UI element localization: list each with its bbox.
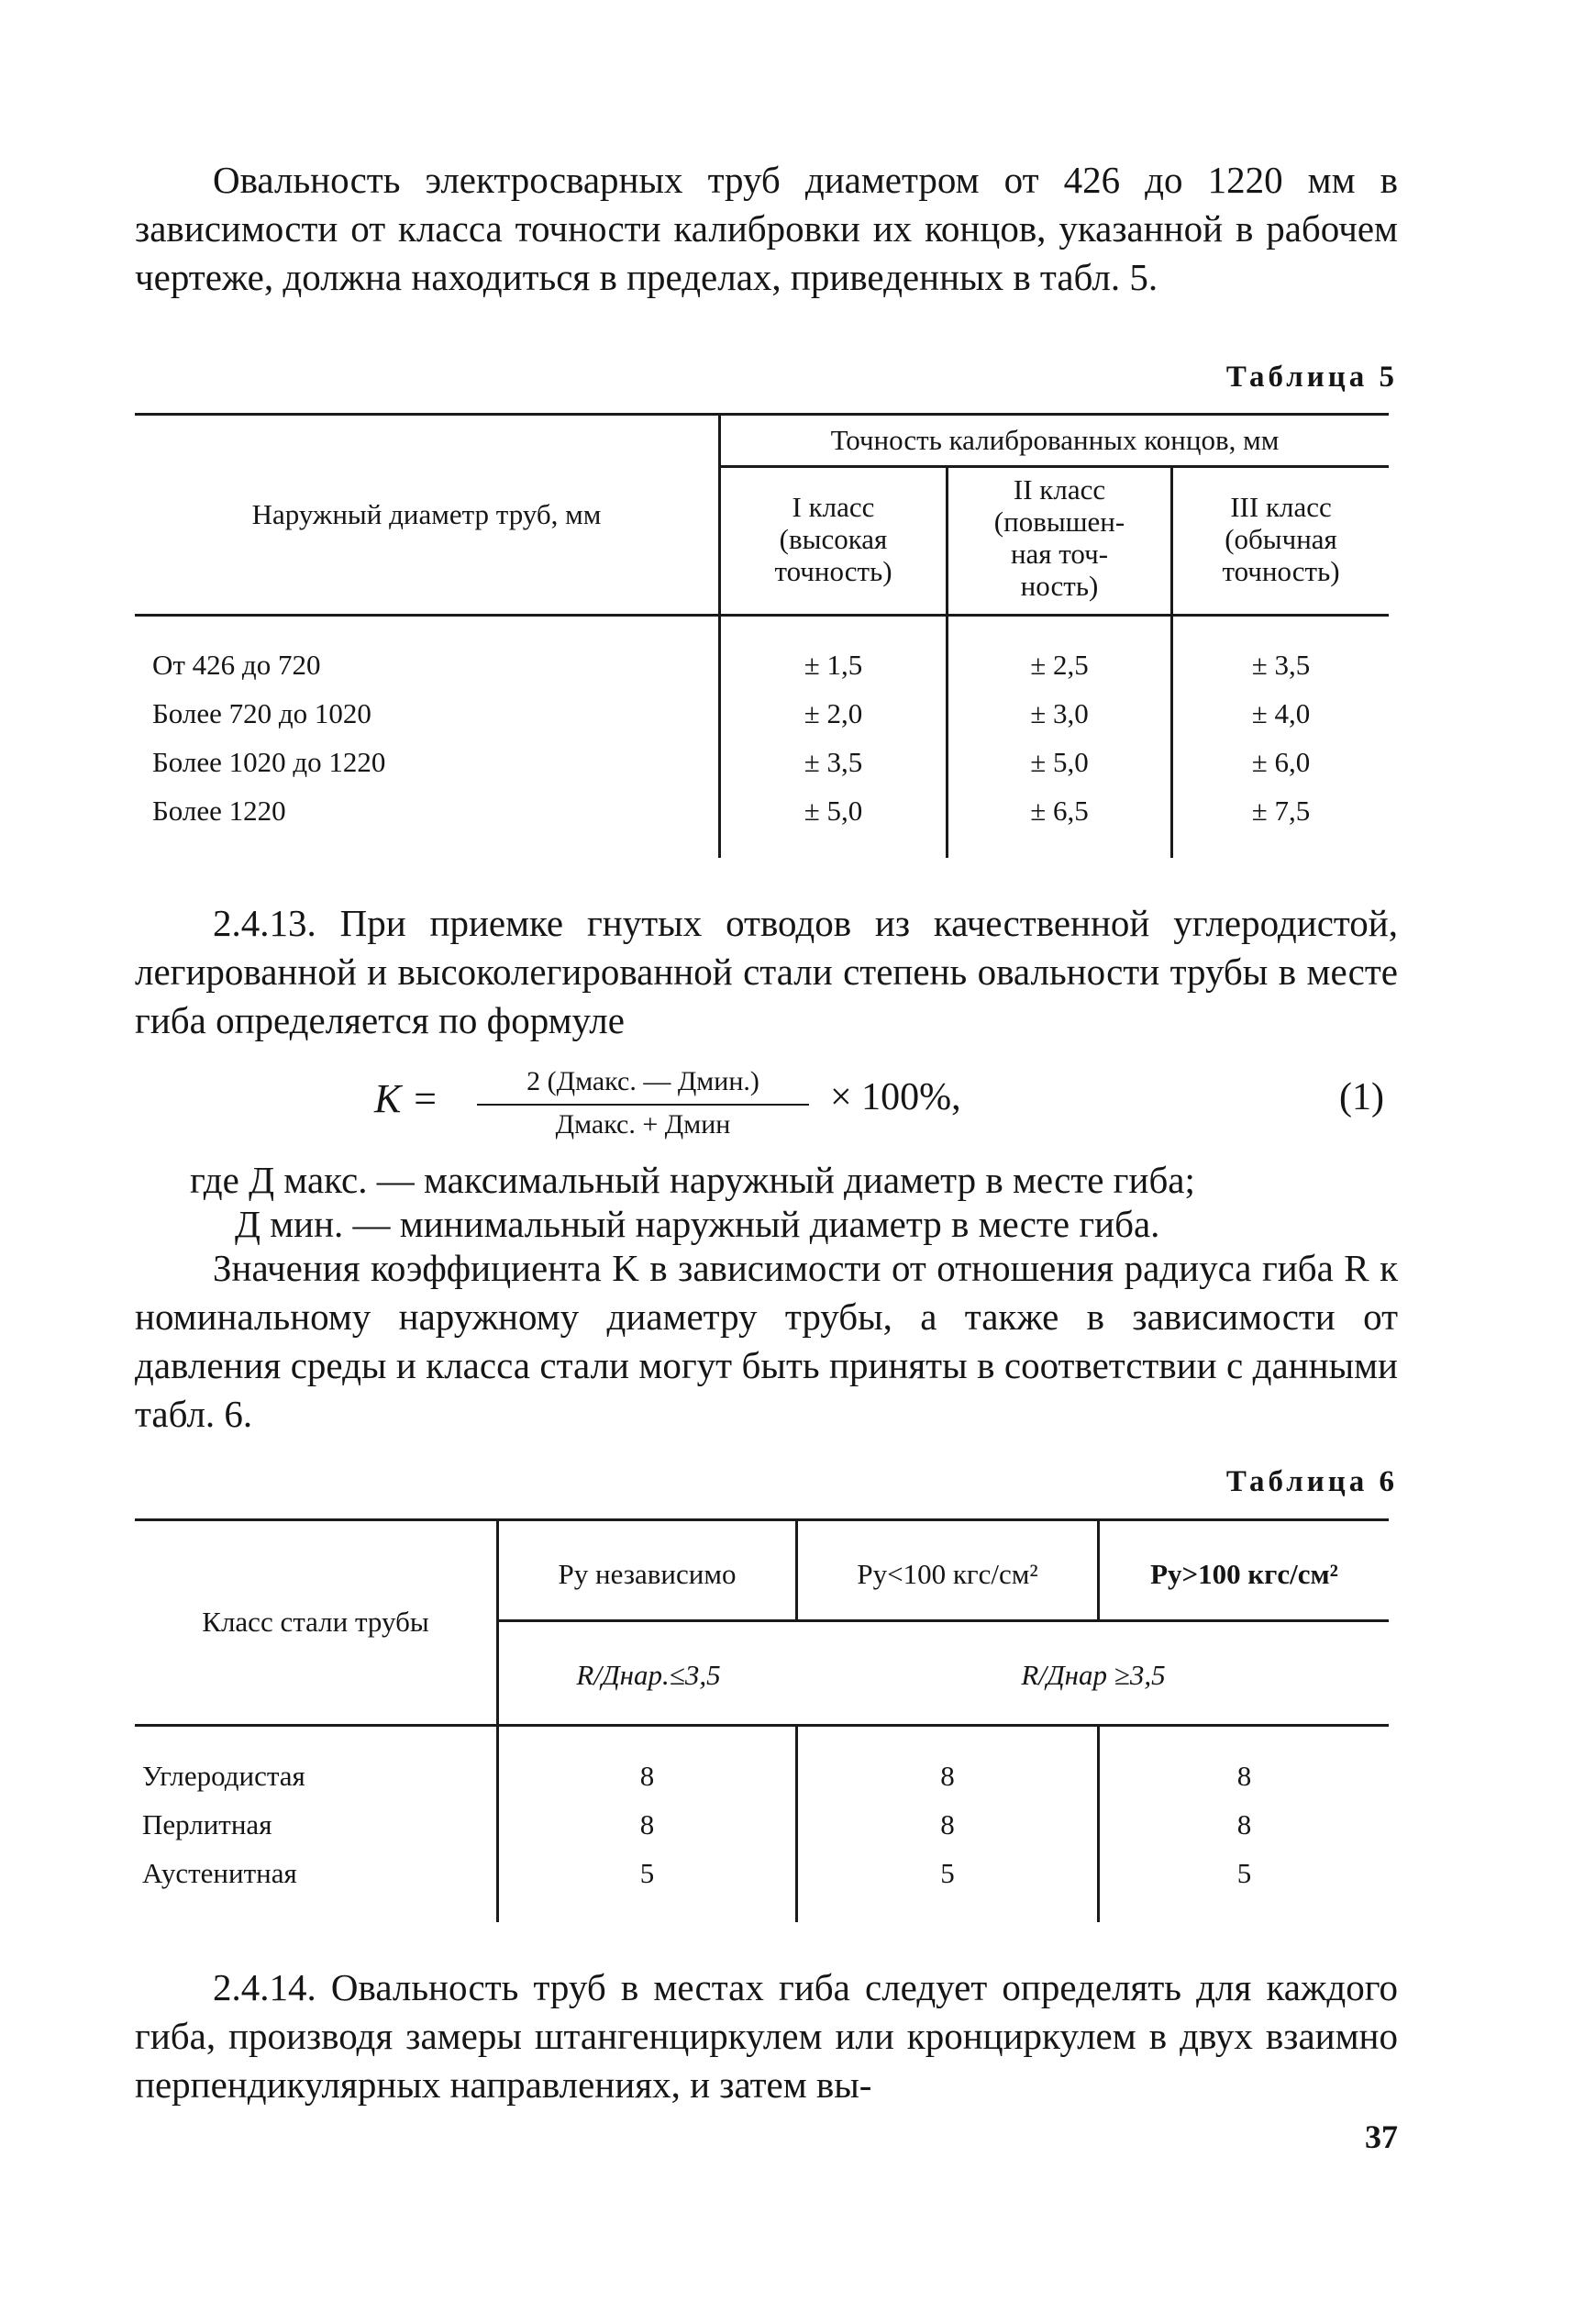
table5-divider-1 [718, 413, 721, 858]
section-2-4-13-text: 2.4.13. При приемке гнутых отводов из качественной углеродистой, легированной и высоколегированной стали степень овальности трубы в месте гиба определяется по формуле [135, 902, 1398, 1041]
formula-number: (1) [1339, 1076, 1384, 1118]
class1-line2: (высокая [779, 523, 888, 555]
table-row: Углеродистая [142, 1760, 305, 1792]
page-number: 37 [1365, 2118, 1398, 2155]
table5-cell: ± 5,0 [804, 795, 863, 827]
table5-cell: ± 3,0 [1030, 697, 1089, 729]
table-row: Более 1220 [152, 795, 286, 827]
table6-cell: 8 [940, 1808, 955, 1840]
class2-line3: ная точ- [1010, 538, 1109, 570]
table5-cell: ± 6,5 [1030, 795, 1089, 827]
table-row: Аустенитная [142, 1857, 297, 1889]
table6-col-header-1: Pу независимо [558, 1558, 737, 1590]
class3-line3: точность) [1222, 555, 1340, 587]
table5-group-rule [721, 465, 1389, 468]
table5-header-rule [135, 614, 1389, 617]
intro-paragraph: Овальность электросварных труб диаметром от 426 до 1220 мм в зависимости от класса точности калибровки их концов, указанной в рабочем чертеже, должна находиться в пределах, приведенных в табл. 5. [135, 159, 1398, 298]
table6-ratio-header-2: R/Днар ≥3,5 [1021, 1659, 1166, 1691]
table5-caption: Таблица 5 [1225, 361, 1398, 394]
table5-cell: ± 1,5 [804, 649, 863, 681]
table5-group-header: Точность калиброванных концов, мм [830, 424, 1280, 456]
table6-cell: 5 [639, 1857, 655, 1889]
table6-ratio-rule [499, 1619, 1389, 1622]
table5-cell: ± 5,0 [1030, 746, 1089, 778]
table6-ratio-header-1: R/Днар.≤3,5 [576, 1659, 721, 1691]
values-paragraph: Значения коэффициента K в зависимости от отношения радиуса гиба R к номинальному наружному диаметру трубы, а также в зависимости от давления среды и класса стали могут быть приняты в соответствии с данными табл. 6. [135, 1247, 1398, 1435]
section-2-4-14-text: 2.4.14. Овальность труб в местах гиба следует определять для каждого гиба, производя замеры штангенциркулем или кронциркулем в двух взаимно перпендикулярных направлениях, и затем вы- [135, 1966, 1398, 2106]
class3-line1: III класс [1230, 491, 1332, 523]
table6-cell: 8 [639, 1808, 655, 1840]
table6-cell: 5 [940, 1857, 955, 1889]
table5-class1-header [721, 491, 946, 587]
table5-cell: ± 3,5 [1251, 649, 1311, 681]
class2-line2: (повышен- [993, 506, 1125, 538]
table5-cell: ± 2,0 [804, 697, 863, 729]
table5-cell: ± 7,5 [1251, 795, 1311, 827]
table5-cell: ± 2,5 [1030, 649, 1089, 681]
formula-fraction-bar [477, 1104, 809, 1106]
table6-cell: 8 [1236, 1808, 1252, 1840]
class1-line1: I класс [792, 491, 875, 523]
formula-denominator: Дмакс. + Дмин [555, 1109, 731, 1140]
table-row: От 426 до 720 [152, 649, 321, 681]
table6-header-rule [135, 1724, 1389, 1727]
formula-lhs: K = [374, 1076, 439, 1121]
table6-caption: Таблица 6 [1225, 1465, 1398, 1498]
table5-cell: ± 6,0 [1251, 746, 1311, 778]
class3-line2: (обычная [1225, 523, 1337, 555]
class1-line3: точность) [774, 555, 892, 587]
table6-col-header-3: Pу>100 кгс/см² [1150, 1558, 1338, 1590]
table-row: Более 1020 до 1220 [152, 746, 386, 778]
where-min: Д мин. — минимальный наружный диаметр в месте гиба. [235, 1203, 1160, 1245]
table5-row-header: Наружный диаметр труб, мм [251, 498, 602, 530]
formula-multiplier: × 100%, [830, 1076, 961, 1118]
table6-col-header-2: Pу<100 кгс/см² [857, 1558, 1038, 1590]
table6-row-header: Класс стали трубы [202, 1606, 429, 1638]
table5-cell: ± 3,5 [804, 746, 863, 778]
table5-cell: ± 4,0 [1251, 697, 1311, 729]
where-max: где Д макс. — максимальный наружный диаметр в месте гиба; [190, 1159, 1195, 1201]
table6-cell: 8 [639, 1760, 655, 1792]
formula-numerator: 2 (Дмакс. — Дмин.) [526, 1066, 759, 1096]
class2-line4: ность) [1020, 570, 1099, 602]
class2-line1: II класс [1013, 473, 1106, 506]
table6-top-rule [135, 1518, 1389, 1521]
table6-cell: 5 [1236, 1857, 1252, 1889]
table-row: Перлитная [142, 1808, 272, 1840]
table-row: Более 720 до 1020 [152, 697, 371, 729]
table6-cell: 8 [940, 1760, 955, 1792]
table5-class3-header [1173, 491, 1389, 587]
table6-cell: 8 [1236, 1760, 1252, 1792]
table5-class2-header [948, 473, 1170, 602]
table5-top-rule [135, 413, 1389, 416]
